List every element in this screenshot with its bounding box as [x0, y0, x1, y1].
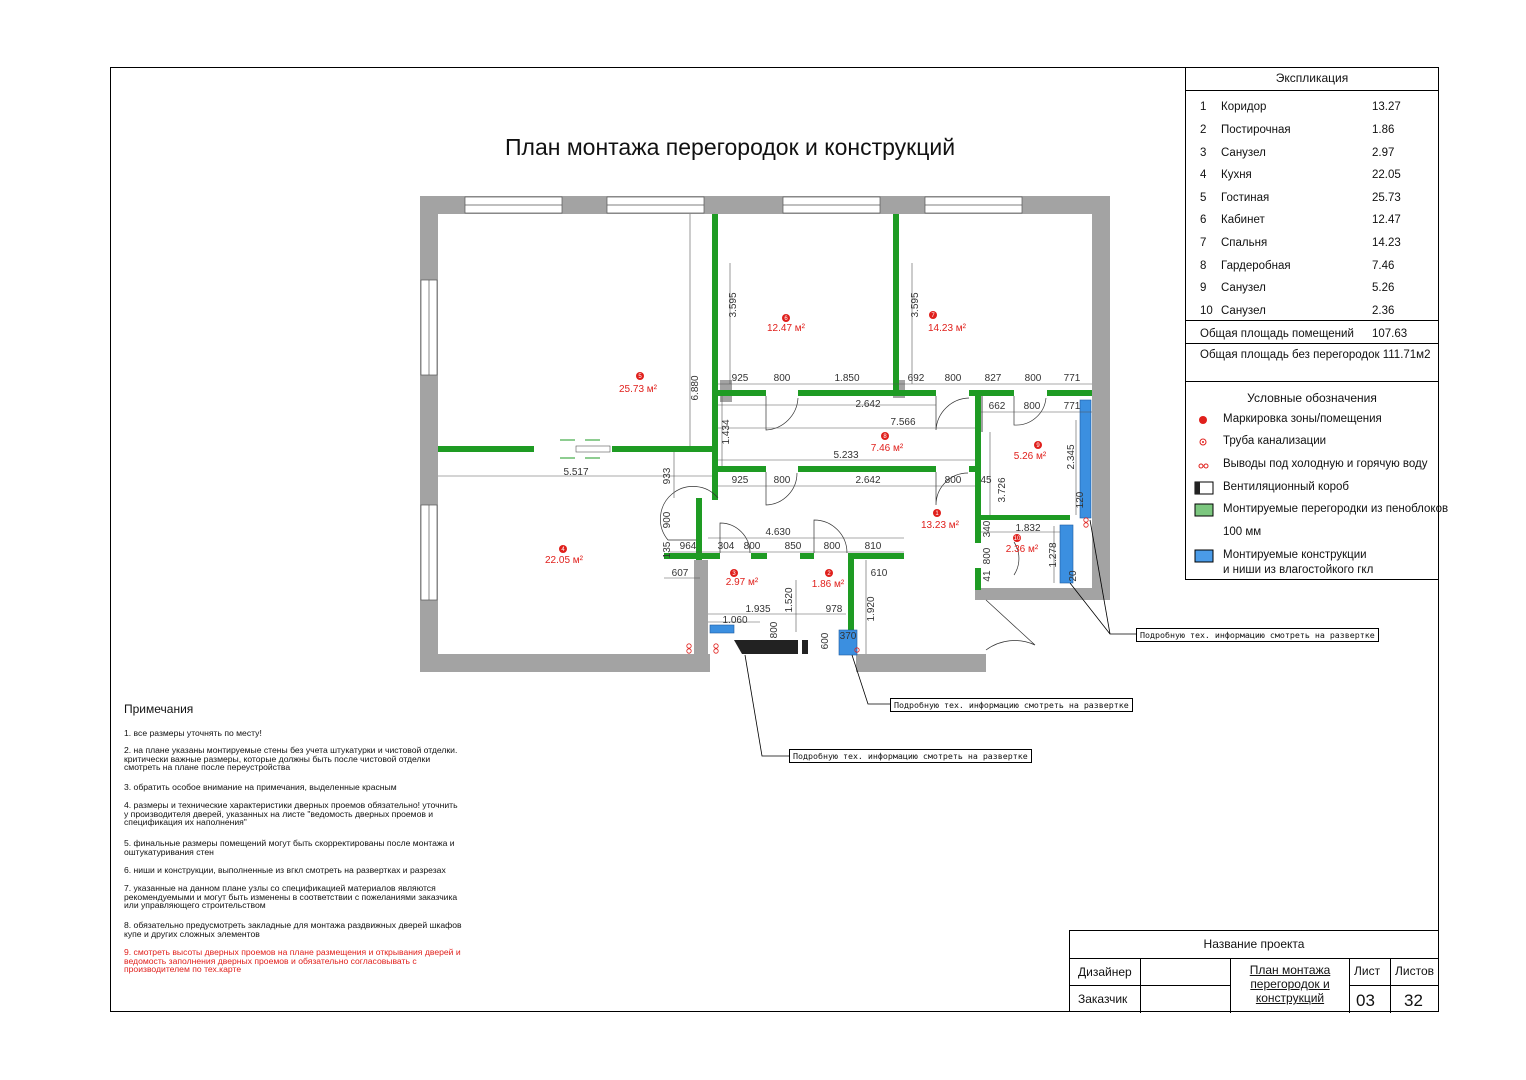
svg-text:6: 6	[784, 316, 788, 322]
svg-text:800: 800	[773, 373, 791, 384]
svg-text:2.97 м²: 2.97 м²	[725, 577, 759, 588]
drawing-title: План монтажа перегородок и конструкций	[505, 134, 956, 160]
svg-text:10: 10	[1013, 536, 1021, 542]
svg-text:800: 800	[773, 475, 791, 486]
svg-text:2: 2	[827, 571, 831, 577]
sheet-title: План монтажа перегородок и конструкций	[1249, 963, 1331, 1005]
note-item: 5. финальные размеры помещений могут быть скорректированы после монтажа и оштукатуривания стен	[124, 838, 455, 857]
svg-text:925: 925	[731, 475, 749, 486]
gkl-swatch-icon	[1194, 549, 1214, 563]
svg-text:14.23 м²: 14.23 м²	[927, 323, 967, 334]
svg-text:900: 900	[662, 511, 673, 529]
svg-text:800: 800	[823, 541, 841, 552]
svg-text:6.880: 6.880	[690, 375, 701, 401]
explication-heading: Экспликация	[1275, 71, 1349, 85]
svg-text:2.642: 2.642	[855, 475, 881, 486]
svg-text:370: 370	[839, 631, 857, 642]
svg-text:800: 800	[982, 547, 993, 565]
svg-text:8: 8	[883, 434, 887, 440]
svg-text:5.26 м²: 5.26 м²	[1013, 451, 1047, 462]
svg-text:304: 304	[717, 541, 735, 552]
svg-text:662: 662	[988, 401, 1006, 412]
svg-text:25.73 м²: 25.73 м²	[618, 384, 658, 395]
note-item-important: 9. смотреть высоты дверных проемов на плане размещения и открывания дверей и ведомость заполнения дверных проемов и обязательно согласовывать с производителем по тех.карте	[124, 947, 461, 975]
svg-text:600: 600	[820, 632, 831, 650]
svg-text:5.517: 5.517	[563, 467, 589, 478]
note-item: 7. указанные на данном плане узлы со спецификацией материалов являются рекомендуемыми и могут быть изменены в соответствии с пожеланиями заказчика или управляющего строительством	[124, 883, 458, 911]
svg-text:5: 5	[638, 374, 642, 380]
notes-heading: Примечания	[124, 702, 194, 716]
project-name-label: Название проекта	[1203, 937, 1305, 951]
note-item: 6. ниши и конструкции, выполненные из вгкл смотреть на развертках и разрезах	[124, 865, 446, 875]
svg-text:827: 827	[984, 373, 1002, 384]
svg-text:7.46 м²: 7.46 м²	[870, 443, 904, 454]
svg-text:1.060: 1.060	[722, 615, 748, 626]
svg-text:1.832: 1.832	[1015, 523, 1041, 534]
svg-text:800: 800	[1024, 373, 1042, 384]
svg-text:800: 800	[1023, 401, 1041, 412]
svg-text:1.520: 1.520	[784, 587, 795, 613]
svg-text:2.642: 2.642	[855, 399, 881, 410]
sheets-total: 32	[1404, 991, 1423, 1010]
svg-text:3.595: 3.595	[728, 292, 739, 318]
svg-text:12.47 м²: 12.47 м²	[766, 323, 806, 334]
sheet-label: Лист	[1354, 964, 1381, 978]
svg-text:4: 4	[561, 547, 565, 553]
note-item: 1. все размеры уточнять по месту!	[124, 728, 262, 738]
svg-text:1.278: 1.278	[1048, 542, 1059, 568]
svg-text:978: 978	[825, 604, 843, 615]
svg-text:45: 45	[980, 475, 992, 486]
svg-text:135: 135	[662, 541, 673, 559]
svg-text:800: 800	[944, 373, 962, 384]
svg-text:925: 925	[731, 373, 749, 384]
ventilation-boxes	[734, 640, 808, 654]
svg-text:1.434: 1.434	[721, 419, 732, 445]
room-markers	[559, 311, 1042, 577]
explication-panel: Экспликация 1 Коридор 13.27 2 Постирочная 1.86 3 Санузел 2.97 4 Кухня 22.05 5 Гостиная 25.73 6 Кабинет 12.47 7 Спальня 14.23 8 Гардеробная 7.46 9 Санузел 5.26 10 Санузел 2.36 Общая площадь помещений 107.63 Общая площадь без перегородок 111.71м2 Условные обозначения Маркировка зоны/помещения Труба канализации Выводы под холодную и горячую воду Вентиляционный короб Монтируемые перегородки из пеноблоков 100 мм Монтируемые конструкции и ниши из влагостойкого гкл	[1185, 67, 1439, 580]
svg-text:933: 933	[662, 467, 673, 485]
svg-text:120: 120	[1075, 491, 1086, 509]
svg-text:810: 810	[864, 541, 882, 552]
svg-text:1: 1	[935, 511, 939, 517]
title-block	[1069, 930, 1439, 1012]
svg-text:340: 340	[982, 520, 993, 538]
room-marker-numbers	[561, 313, 1040, 577]
svg-text:692: 692	[907, 373, 925, 384]
explication-total-no-partitions: Общая площадь без перегородок 111.71м2	[1200, 349, 1431, 361]
svg-text:1.850: 1.850	[834, 373, 860, 384]
svg-text:850: 850	[784, 541, 802, 552]
note-item: 4. размеры и технические характеристики дверных проемов обязательно! уточнить у производителя дверей, указанных на листе "ведомость дверных проемов и спецификация их наполнения"	[124, 800, 458, 828]
ventilation-box-icon	[1194, 481, 1214, 495]
svg-text:1.935: 1.935	[745, 604, 771, 615]
callout-note-bottom: Подробную тех. информацию смотреть на развертке	[789, 749, 1032, 763]
svg-text:800: 800	[944, 475, 962, 486]
svg-text:771: 771	[1063, 373, 1081, 384]
note-item: 3. обратить особое внимание на примечания, выделенные красным	[124, 782, 397, 792]
designer-label: Дизайнер	[1078, 965, 1132, 979]
legend-heading: Условные обозначения	[1247, 391, 1377, 405]
svg-text:3.726: 3.726	[997, 477, 1008, 503]
svg-text:7: 7	[931, 313, 935, 319]
client-label: Заказчик	[1078, 992, 1128, 1006]
svg-text:800: 800	[743, 541, 761, 552]
foam-block-swatch-icon	[1194, 503, 1214, 517]
note-item: 2. на плане указаны монтируемые стены без учета штукатурки и чистовой отделки. критически важные размеры, которые должны быть после чистовой отделки смотреть на плане после переустройства	[124, 745, 458, 773]
svg-text:607: 607	[671, 568, 689, 579]
callout-note-middle: Подробную тех. информацию смотреть на развертке	[890, 698, 1133, 712]
svg-text:1.920: 1.920	[866, 596, 877, 622]
svg-text:800: 800	[769, 621, 780, 639]
outer-walls	[420, 196, 1110, 672]
svg-text:41: 41	[982, 570, 993, 582]
sheet-number: 03	[1356, 991, 1375, 1010]
svg-text:3.595: 3.595	[910, 292, 921, 318]
svg-text:610: 610	[870, 568, 888, 579]
svg-text:771: 771	[1063, 401, 1081, 412]
sheets-label: Листов	[1395, 964, 1434, 978]
svg-text:7.566: 7.566	[890, 417, 916, 428]
svg-text:1.86 м²: 1.86 м²	[811, 579, 845, 590]
svg-text:2.345: 2.345	[1066, 444, 1077, 470]
svg-text:20: 20	[1068, 570, 1079, 582]
svg-text:3: 3	[732, 571, 736, 577]
svg-text:22.05 м²: 22.05 м²	[544, 555, 584, 566]
water-outlets-icon	[1196, 458, 1210, 472]
note-item: 8. обязательно предусмотреть закладные для монтажа раздвижных дверей шкафов купе и других сложных элементов	[124, 920, 462, 939]
svg-text:4.630: 4.630	[765, 527, 791, 538]
callout-note-right: Подробную тех. информацию смотреть на развертке	[1136, 628, 1379, 642]
svg-text:5.233: 5.233	[833, 450, 859, 461]
svg-text:13.23 м²: 13.23 м²	[920, 520, 960, 531]
svg-text:964: 964	[679, 541, 697, 552]
zone-marker-icon	[1196, 413, 1210, 427]
svg-text:2.36 м²: 2.36 м²	[1005, 544, 1039, 555]
svg-text:9: 9	[1036, 443, 1040, 449]
sewer-pipe-icon	[1196, 435, 1210, 449]
